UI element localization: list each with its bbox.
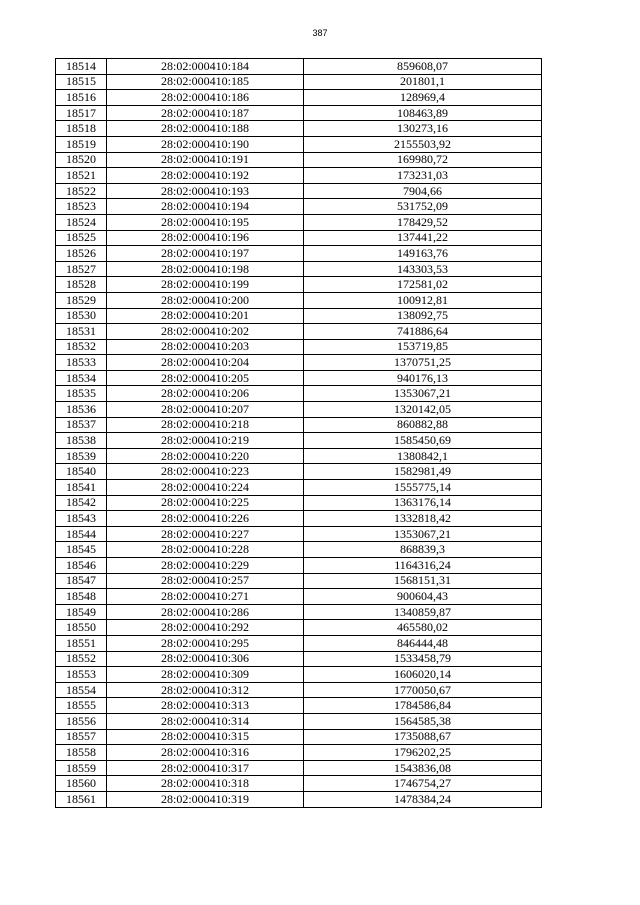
cadastral-value-cell: 940176,13 — [304, 370, 542, 386]
cadastral-value-cell: 1533458,79 — [304, 651, 542, 667]
table-row — [56, 620, 542, 636]
row-number-cell: 18547 — [56, 573, 107, 589]
row-number-cell: 18538 — [56, 433, 107, 449]
cadastral-number-cell: 28:02:000410:202 — [107, 324, 304, 340]
cadastral-value-cell: 1380842,1 — [304, 448, 542, 464]
cadastral-number-cell: 28:02:000410:186 — [107, 90, 304, 106]
cadastral-value-cell: 143303,53 — [304, 261, 542, 277]
row-number-cell: 18530 — [56, 308, 107, 324]
table-row — [56, 745, 542, 761]
cadastral-value-cell: 860882,88 — [304, 417, 542, 433]
row-number-cell: 18536 — [56, 402, 107, 418]
cadastral-value-cell: 128969,4 — [304, 90, 542, 106]
cadastral-number-cell: 28:02:000410:203 — [107, 339, 304, 355]
cadastral-number-cell: 28:02:000410:229 — [107, 558, 304, 574]
cadastral-number-cell: 28:02:000410:184 — [107, 59, 304, 75]
cadastral-value-cell: 859608,07 — [304, 59, 542, 75]
cadastral-number-cell: 28:02:000410:200 — [107, 292, 304, 308]
cadastral-value-cell: 1363176,14 — [304, 495, 542, 511]
table-row — [56, 558, 542, 574]
cadastral-number-cell: 28:02:000410:286 — [107, 604, 304, 620]
table-row — [56, 433, 542, 449]
row-number-cell: 18541 — [56, 480, 107, 496]
cadastral-value-cell: 1770050,67 — [304, 682, 542, 698]
table-row — [56, 495, 542, 511]
cadastral-number-cell: 28:02:000410:224 — [107, 480, 304, 496]
cadastral-number-cell: 28:02:000410:306 — [107, 651, 304, 667]
row-number-cell: 18542 — [56, 495, 107, 511]
row-number-cell: 18560 — [56, 776, 107, 792]
table-row — [56, 105, 542, 121]
cadastral-number-cell: 28:02:000410:226 — [107, 511, 304, 527]
row-number-cell: 18553 — [56, 667, 107, 683]
cadastral-number-cell: 28:02:000410:316 — [107, 745, 304, 761]
cadastral-value-cell: 1796202,25 — [304, 745, 542, 761]
table-row — [56, 635, 542, 651]
table-row — [56, 370, 542, 386]
cadastral-number-cell: 28:02:000410:318 — [107, 776, 304, 792]
cadastral-value-cell: 138092,75 — [304, 308, 542, 324]
row-number-cell: 18532 — [56, 339, 107, 355]
table-row — [56, 59, 542, 75]
cadastral-value-cell: 100912,81 — [304, 292, 542, 308]
table-row — [56, 230, 542, 246]
cadastral-number-cell: 28:02:000410:315 — [107, 729, 304, 745]
table-row — [56, 261, 542, 277]
table-row — [56, 402, 542, 418]
cadastral-number-cell: 28:02:000410:190 — [107, 136, 304, 152]
table-row — [56, 214, 542, 230]
cadastral-number-cell: 28:02:000410:207 — [107, 402, 304, 418]
cadastral-value-cell: 1582981,49 — [304, 464, 542, 480]
row-number-cell: 18534 — [56, 370, 107, 386]
row-number-cell: 18557 — [56, 729, 107, 745]
cadastral-value-cell: 1606020,14 — [304, 667, 542, 683]
row-number-cell: 18515 — [56, 74, 107, 90]
cadastral-number-cell: 28:02:000410:295 — [107, 635, 304, 651]
cadastral-value-cell: 172581,02 — [304, 277, 542, 293]
cadastral-number-cell: 28:02:000410:201 — [107, 308, 304, 324]
cadastral-value-cell: 1564585,38 — [304, 713, 542, 729]
cadastral-number-cell: 28:02:000410:225 — [107, 495, 304, 511]
cadastral-value-cell: 108463,89 — [304, 105, 542, 121]
cadastral-value-cell: 1568151,31 — [304, 573, 542, 589]
row-number-cell: 18523 — [56, 199, 107, 215]
cadastral-number-cell: 28:02:000410:271 — [107, 589, 304, 605]
row-number-cell: 18527 — [56, 261, 107, 277]
table-row — [56, 573, 542, 589]
table-row — [56, 791, 542, 807]
cadastral-value-cell: 130273,16 — [304, 121, 542, 137]
row-number-cell: 18526 — [56, 246, 107, 262]
table-row — [56, 121, 542, 137]
cadastral-value-cell: 1746754,27 — [304, 776, 542, 792]
row-number-cell: 18516 — [56, 90, 107, 106]
cadastral-number-cell: 28:02:000410:187 — [107, 105, 304, 121]
row-number-cell: 18519 — [56, 136, 107, 152]
row-number-cell: 18520 — [56, 152, 107, 168]
cadastral-number-cell: 28:02:000410:195 — [107, 214, 304, 230]
cadastral-number-cell: 28:02:000410:257 — [107, 573, 304, 589]
table-row — [56, 667, 542, 683]
cadastral-value-cell: 868839,3 — [304, 542, 542, 558]
row-number-cell: 18539 — [56, 448, 107, 464]
row-number-cell: 18545 — [56, 542, 107, 558]
cadastral-value-table — [55, 58, 542, 808]
cadastral-number-cell: 28:02:000410:204 — [107, 355, 304, 371]
table-row — [56, 292, 542, 308]
table-row — [56, 246, 542, 262]
table-row — [56, 526, 542, 542]
cadastral-value-cell: 178429,52 — [304, 214, 542, 230]
table-row — [56, 448, 542, 464]
cadastral-number-cell: 28:02:000410:220 — [107, 448, 304, 464]
cadastral-value-cell: 173231,03 — [304, 168, 542, 184]
cadastral-number-cell: 28:02:000410:194 — [107, 199, 304, 215]
row-number-cell: 18514 — [56, 59, 107, 75]
cadastral-number-cell: 28:02:000410:227 — [107, 526, 304, 542]
row-number-cell: 18551 — [56, 635, 107, 651]
cadastral-value-cell: 1340859,87 — [304, 604, 542, 620]
table-row — [56, 760, 542, 776]
row-number-cell: 18552 — [56, 651, 107, 667]
cadastral-number-cell: 28:02:000410:319 — [107, 791, 304, 807]
table-row — [56, 682, 542, 698]
cadastral-value-cell: 149163,76 — [304, 246, 542, 262]
cadastral-value-cell: 169980,72 — [304, 152, 542, 168]
table-row — [56, 324, 542, 340]
row-number-cell: 18561 — [56, 791, 107, 807]
row-number-cell: 18524 — [56, 214, 107, 230]
table-row — [56, 74, 542, 90]
cadastral-value-cell: 900604,43 — [304, 589, 542, 605]
table-row — [56, 729, 542, 745]
row-number-cell: 18518 — [56, 121, 107, 137]
row-number-cell: 18554 — [56, 682, 107, 698]
row-number-cell: 18525 — [56, 230, 107, 246]
cadastral-number-cell: 28:02:000410:313 — [107, 698, 304, 714]
cadastral-value-cell: 7904,66 — [304, 183, 542, 199]
row-number-cell: 18543 — [56, 511, 107, 527]
cadastral-number-cell: 28:02:000410:292 — [107, 620, 304, 636]
row-number-cell: 18521 — [56, 168, 107, 184]
cadastral-value-cell: 1320142,05 — [304, 402, 542, 418]
table-row — [56, 90, 542, 106]
cadastral-value-cell: 137441,22 — [304, 230, 542, 246]
row-number-cell: 18550 — [56, 620, 107, 636]
table-row — [56, 168, 542, 184]
cadastral-number-cell: 28:02:000410:193 — [107, 183, 304, 199]
cadastral-value-cell: 2155503,92 — [304, 136, 542, 152]
cadastral-number-cell: 28:02:000410:312 — [107, 682, 304, 698]
cadastral-number-cell: 28:02:000410:192 — [107, 168, 304, 184]
cadastral-value-cell: 531752,09 — [304, 199, 542, 215]
row-number-cell: 18531 — [56, 324, 107, 340]
table-row — [56, 308, 542, 324]
row-number-cell: 18522 — [56, 183, 107, 199]
row-number-cell: 18528 — [56, 277, 107, 293]
row-number-cell: 18559 — [56, 760, 107, 776]
cadastral-number-cell: 28:02:000410:219 — [107, 433, 304, 449]
table-row — [56, 776, 542, 792]
table-row — [56, 464, 542, 480]
table-row — [56, 152, 542, 168]
table-row — [56, 417, 542, 433]
cadastral-value-cell: 1332818,42 — [304, 511, 542, 527]
table-row — [56, 183, 542, 199]
row-number-cell: 18555 — [56, 698, 107, 714]
table-row — [56, 698, 542, 714]
cadastral-value-cell: 1353067,21 — [304, 386, 542, 402]
cadastral-value-cell: 1478384,24 — [304, 791, 542, 807]
table-row — [56, 277, 542, 293]
cadastral-value-cell: 1543836,08 — [304, 760, 542, 776]
cadastral-number-cell: 28:02:000410:314 — [107, 713, 304, 729]
cadastral-value-cell: 1353067,21 — [304, 526, 542, 542]
cadastral-value-cell: 846444,48 — [304, 635, 542, 651]
cadastral-value-cell: 1370751,25 — [304, 355, 542, 371]
row-number-cell: 18517 — [56, 105, 107, 121]
table-row — [56, 604, 542, 620]
cadastral-number-cell: 28:02:000410:228 — [107, 542, 304, 558]
cadastral-value-cell: 1164316,24 — [304, 558, 542, 574]
row-number-cell: 18537 — [56, 417, 107, 433]
cadastral-value-cell: 1555775,14 — [304, 480, 542, 496]
cadastral-value-cell: 1784586,84 — [304, 698, 542, 714]
row-number-cell: 18533 — [56, 355, 107, 371]
cadastral-number-cell: 28:02:000410:198 — [107, 261, 304, 277]
table-row — [56, 339, 542, 355]
row-number-cell: 18549 — [56, 604, 107, 620]
cadastral-number-cell: 28:02:000410:223 — [107, 464, 304, 480]
table-row — [56, 199, 542, 215]
row-number-cell: 18535 — [56, 386, 107, 402]
cadastral-number-cell: 28:02:000410:188 — [107, 121, 304, 137]
cadastral-value-cell: 465580,02 — [304, 620, 542, 636]
row-number-cell: 18529 — [56, 292, 107, 308]
table-body — [56, 59, 542, 808]
row-number-cell: 18556 — [56, 713, 107, 729]
cadastral-number-cell: 28:02:000410:205 — [107, 370, 304, 386]
row-number-cell: 18548 — [56, 589, 107, 605]
table-row — [56, 511, 542, 527]
table-row — [56, 480, 542, 496]
row-number-cell: 18544 — [56, 526, 107, 542]
cadastral-number-cell: 28:02:000410:199 — [107, 277, 304, 293]
table-row — [56, 542, 542, 558]
row-number-cell: 18558 — [56, 745, 107, 761]
row-number-cell: 18546 — [56, 558, 107, 574]
cadastral-number-cell: 28:02:000410:185 — [107, 74, 304, 90]
cadastral-number-cell: 28:02:000410:206 — [107, 386, 304, 402]
row-number-cell: 18540 — [56, 464, 107, 480]
page-number: 387 — [312, 28, 328, 38]
cadastral-number-cell: 28:02:000410:191 — [107, 152, 304, 168]
cadastral-value-cell: 741886,64 — [304, 324, 542, 340]
cadastral-value-cell: 1735088,67 — [304, 729, 542, 745]
table-row — [56, 651, 542, 667]
table-row — [56, 386, 542, 402]
cadastral-number-cell: 28:02:000410:218 — [107, 417, 304, 433]
table-row — [56, 136, 542, 152]
cadastral-number-cell: 28:02:000410:309 — [107, 667, 304, 683]
table-row — [56, 713, 542, 729]
table-row — [56, 589, 542, 605]
cadastral-value-cell: 201801,1 — [304, 74, 542, 90]
cadastral-number-cell: 28:02:000410:197 — [107, 246, 304, 262]
table-row — [56, 355, 542, 371]
cadastral-number-cell: 28:02:000410:317 — [107, 760, 304, 776]
cadastral-value-cell: 153719,85 — [304, 339, 542, 355]
cadastral-number-cell: 28:02:000410:196 — [107, 230, 304, 246]
cadastral-value-cell: 1585450,69 — [304, 433, 542, 449]
